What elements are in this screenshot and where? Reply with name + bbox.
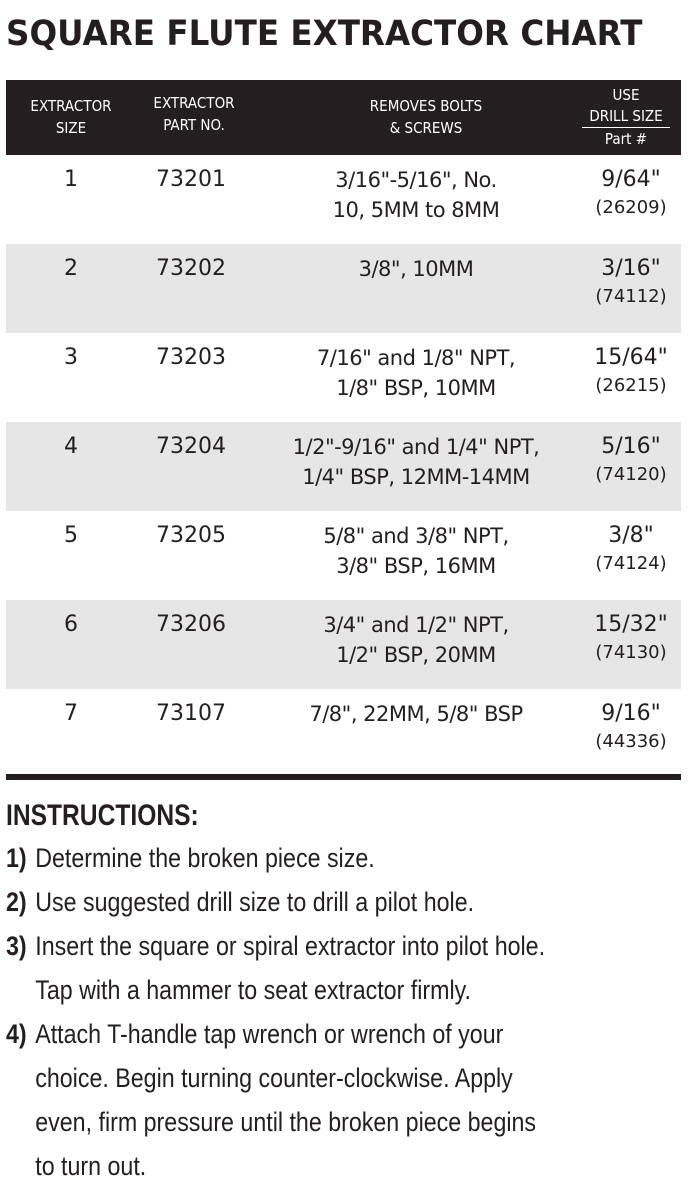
cell-removes: [246, 432, 586, 492]
step-number: 1): [6, 843, 27, 873]
header-extractor-size: [6, 95, 136, 139]
cell-size: 2: [64, 256, 78, 281]
cell-part-no: 73201: [156, 167, 226, 192]
drill-size: 9/64": [601, 167, 661, 192]
cell-part-no: 73107: [156, 701, 226, 726]
drill-part-no: (74130): [595, 642, 667, 663]
step-line: Attach T-handle tap wrench or wrench of your: [35, 1019, 504, 1049]
cell-line: 3/4" and 1/2" NPT,: [323, 613, 509, 637]
cell-line: 10, 5MM to 8MM: [332, 198, 500, 222]
cell-size: 3: [64, 345, 78, 370]
step-line: Insert the square or spiral extractor into pilot hole.: [35, 931, 546, 961]
header-line: EXTRACTOR: [153, 94, 235, 112]
drill-size: 3/16": [601, 256, 661, 281]
cell-line: 1/8" BSP, 10MM: [336, 376, 496, 400]
cell-part-no: 73203: [156, 345, 226, 370]
cell-line: 5/8" and 3/8" NPT,: [323, 524, 509, 548]
cell-line: 7/16" and 1/8" NPT,: [316, 346, 516, 370]
header-line: PART NO.: [163, 116, 225, 134]
table-row: [6, 333, 681, 422]
cell-drill: [581, 165, 681, 221]
instructions-title: INSTRUCTIONS:: [6, 799, 199, 832]
header-line: USE: [612, 86, 640, 104]
cell-line: 3/16"-5/16", No.: [335, 168, 497, 192]
drill-size: 9/16": [601, 701, 661, 726]
cell-drill: [581, 432, 681, 488]
step-line: to turn out.: [35, 1151, 147, 1181]
cell-removes: [246, 254, 586, 284]
header-line: EXTRACTOR: [30, 97, 112, 115]
step-number: 4): [6, 1019, 27, 1049]
instruction-step: [6, 880, 691, 924]
header-line: Part #: [604, 130, 648, 148]
header-line: REMOVES BOLTS: [369, 97, 483, 115]
step-line: even, firm pressure until the broken piece begins: [35, 1107, 537, 1137]
chart-title: SQUARE FLUTE EXTRACTOR CHART: [6, 14, 643, 54]
cell-line: 3/8", 10MM: [358, 257, 474, 281]
cell-line: 3/8" BSP, 16MM: [336, 554, 496, 578]
table-header: [6, 80, 681, 155]
cell-size: 1: [64, 167, 78, 192]
cell-removes: [246, 165, 586, 225]
step-line: Tap with a hammer to seat extractor firmly.: [35, 975, 471, 1005]
table-row: [6, 600, 681, 689]
step-line: choice. Begin turning counter-clockwise. Apply: [35, 1063, 513, 1093]
divider: [6, 774, 681, 780]
cell-line: 1/4" BSP, 12MM-14MM: [302, 465, 530, 489]
step-line: Determine the broken piece size.: [35, 843, 375, 873]
header-line: & SCREWS: [389, 119, 463, 137]
header-line: DRILL SIZE: [582, 106, 670, 128]
cell-line: 1/2" BSP, 20MM: [336, 643, 496, 667]
header-drill-size: [576, 84, 676, 150]
cell-removes: [246, 610, 586, 670]
drill-part-no: (74112): [595, 286, 667, 307]
instruction-step: [6, 924, 691, 1012]
drill-size: 15/64": [594, 345, 668, 370]
cell-line: 7/8", 22MM, 5/8" BSP: [309, 702, 523, 726]
cell-part-no: 73205: [156, 523, 226, 548]
cell-size: 4: [64, 434, 78, 459]
step-number: 2): [6, 887, 27, 917]
cell-removes: [246, 343, 586, 403]
cell-part-no: 73204: [156, 434, 226, 459]
table-row: [6, 244, 681, 333]
cell-removes: [246, 699, 586, 729]
instruction-step: [6, 1012, 691, 1188]
table-row: [6, 422, 681, 511]
cell-part-no: 73202: [156, 256, 226, 281]
table-row: [6, 689, 681, 778]
cell-drill: [581, 610, 681, 666]
drill-size: 15/32": [594, 612, 668, 637]
cell-size: 5: [64, 523, 78, 548]
cell-size: 6: [64, 612, 78, 637]
cell-drill: [581, 521, 681, 577]
step-line: Use suggested drill size to drill a pilot hole.: [35, 887, 475, 917]
cell-removes: [246, 521, 586, 581]
cell-part-no: 73206: [156, 612, 226, 637]
drill-part-no: (74120): [595, 464, 667, 485]
drill-size: 3/8": [608, 523, 654, 548]
drill-part-no: (44336): [595, 731, 667, 752]
drill-part-no: (26209): [595, 197, 667, 218]
header-part-no: [139, 92, 249, 136]
header-removes: [266, 95, 586, 139]
cell-drill: [581, 343, 681, 399]
instruction-step: [6, 836, 691, 880]
header-line: SIZE: [55, 119, 87, 137]
drill-part-no: (26215): [595, 375, 667, 396]
step-number: 3): [6, 931, 27, 961]
cell-drill: [581, 254, 681, 310]
instructions-section: [6, 796, 686, 1188]
extractor-table: [6, 80, 681, 778]
cell-size: 7: [64, 701, 78, 726]
table-row: [6, 511, 681, 600]
cell-drill: [581, 699, 681, 755]
cell-line: 1/2"-9/16" and 1/4" NPT,: [292, 435, 540, 459]
drill-size: 5/16": [601, 434, 661, 459]
drill-part-no: (74124): [595, 553, 667, 574]
table-row: [6, 155, 681, 244]
